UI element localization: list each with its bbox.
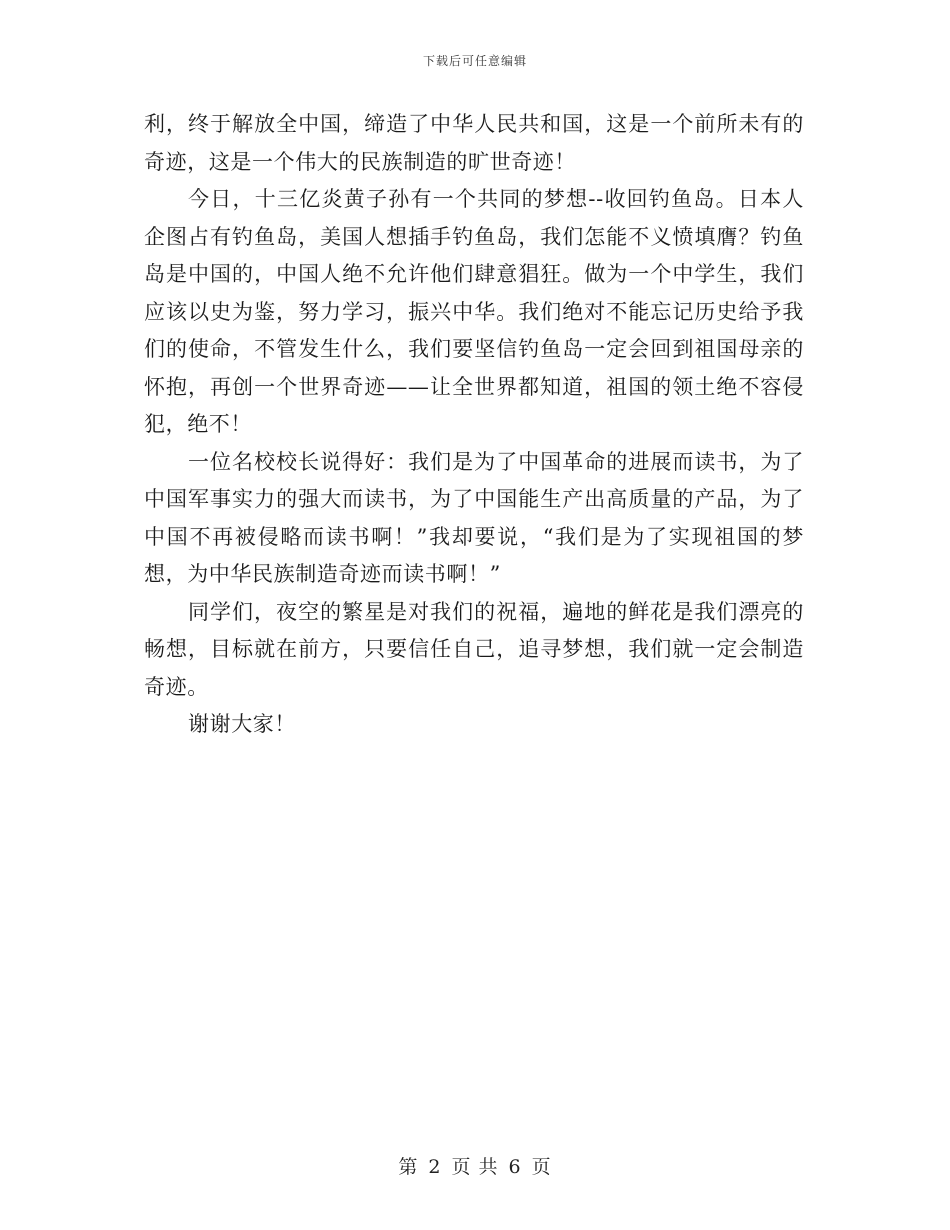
paragraph-1: 利，终于解放全中国，缔造了中华人民共和国，这是一个前所未有的奇迹，这是一个伟大的民族制造的旷世奇迹！ (144, 112, 804, 174)
footer-middle: 页 共 (451, 1156, 499, 1178)
footer-suffix: 页 (531, 1156, 552, 1178)
document-body (144, 106, 804, 744)
paragraph-4: 同学们，夜空的繁星是对我们的祝福，遍地的鲜花是我们漂亮的畅想，目标就在前方，只要信任自己，追寻梦想，我们就一定会制造奇迹。 (144, 599, 804, 699)
paragraph-2: 今日，十三亿炎黄子孙有一个共同的梦想--收回钓鱼岛。日本人企图占有钓鱼岛，美国人想插手钓鱼岛，我们怎能不义愤填膺？钓鱼岛是中国的，中国人绝不允许他们肆意猖狂。做为一个中学生，我们应该以史为鉴，努力学习，振兴中华。我们绝对不能忘记历史给予我们的使命，不管发生什么，我们要坚信钓鱼岛一定会回到祖国母亲的怀抱，再创一个世界奇迹——让全世界都知道，祖国的领土绝不容侵犯，绝不！ (144, 187, 804, 436)
paragraph-5: 谢谢大家！ (188, 712, 296, 736)
page-footer (0, 1152, 950, 1179)
page-header: 下载后可任意编辑 (422, 54, 527, 68)
footer-page-number: 2 (428, 1156, 442, 1178)
paragraph-3: 一位名校校长说得好：我们是为了中国革命的进展而读书，为了中国军事实力的强大而读书，为了中国能生产出高质量的产品，为了中国不再被侵略而读书啊！”我却要说，“我们是为了实现祖国的梦想，为中华民族制造奇迹而读书啊！” (144, 449, 804, 586)
footer-prefix: 第 (398, 1156, 419, 1178)
footer-total-pages: 6 (508, 1156, 522, 1178)
